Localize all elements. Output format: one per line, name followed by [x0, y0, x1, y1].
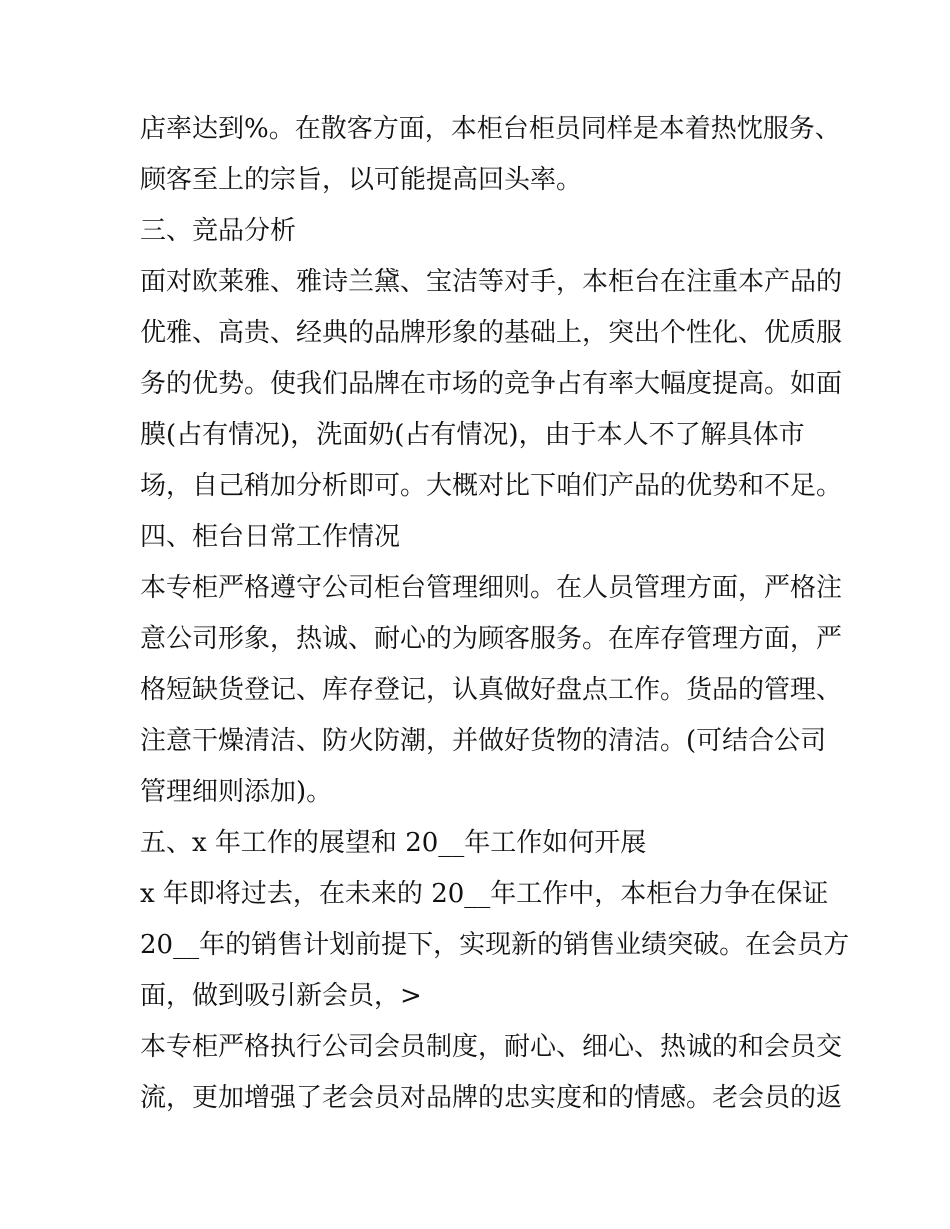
section-heading: 五、x 年工作的展望和 20__年工作如何开展	[140, 828, 647, 858]
text-line: 店率达到%。在散客方面，本柜台柜员同样是本着热忱服务、	[140, 114, 841, 144]
document-body	[140, 104, 850, 1124]
section-heading: 四、柜台日常工作情况	[140, 522, 401, 552]
section-heading: 三、竞品分析	[140, 216, 297, 246]
text-line: 场，自己稍加分析即可。大概对比下咱们产品的优势和不足。	[140, 471, 843, 501]
text-line: 20__年的销售计划前提下，实现新的销售业绩突破。在会员方	[140, 930, 850, 960]
text-line: 优雅、高贵、经典的品牌形象的基础上，突出个性化、优质服	[140, 318, 843, 348]
text-line: 注意干燥清洁、防火防潮，并做好货物的清洁。(可结合公司	[140, 726, 827, 756]
text-line: 面，做到吸引新会员，>	[140, 981, 422, 1011]
text-line: 格短缺货登记、库存登记，认真做好盘点工作。货品的管理、	[140, 675, 843, 705]
text-line: 流，更加增强了老会员对品牌的忠实度和的情感。老会员的返	[140, 1083, 843, 1113]
text-line: 面对欧莱雅、雅诗兰黛、宝洁等对手，本柜台在注重本产品的	[140, 267, 843, 297]
text-line: x 年即将过去，在未来的 20__年工作中，本柜台力争在保证	[140, 879, 829, 909]
text-line: 本专柜严格执行公司会员制度，耐心、细心、热诚的和会员交	[140, 1032, 843, 1062]
text-line: 意公司形象，热诚、耐心的为顾客服务。在库存管理方面，严	[140, 624, 843, 654]
text-line: 本专柜严格遵守公司柜台管理细则。在人员管理方面，严格注	[140, 573, 843, 603]
text-line: 务的优势。使我们品牌在市场的竞争占有率大幅度提高。如面	[140, 369, 843, 399]
text-line: 顾客至上的宗旨，以可能提高回头率。	[140, 165, 583, 195]
text-line: 管理细则添加)。	[140, 777, 333, 807]
text-line: 膜(占有情况)，洗面奶(占有情况)，由于本人不了解具体市	[140, 420, 805, 450]
